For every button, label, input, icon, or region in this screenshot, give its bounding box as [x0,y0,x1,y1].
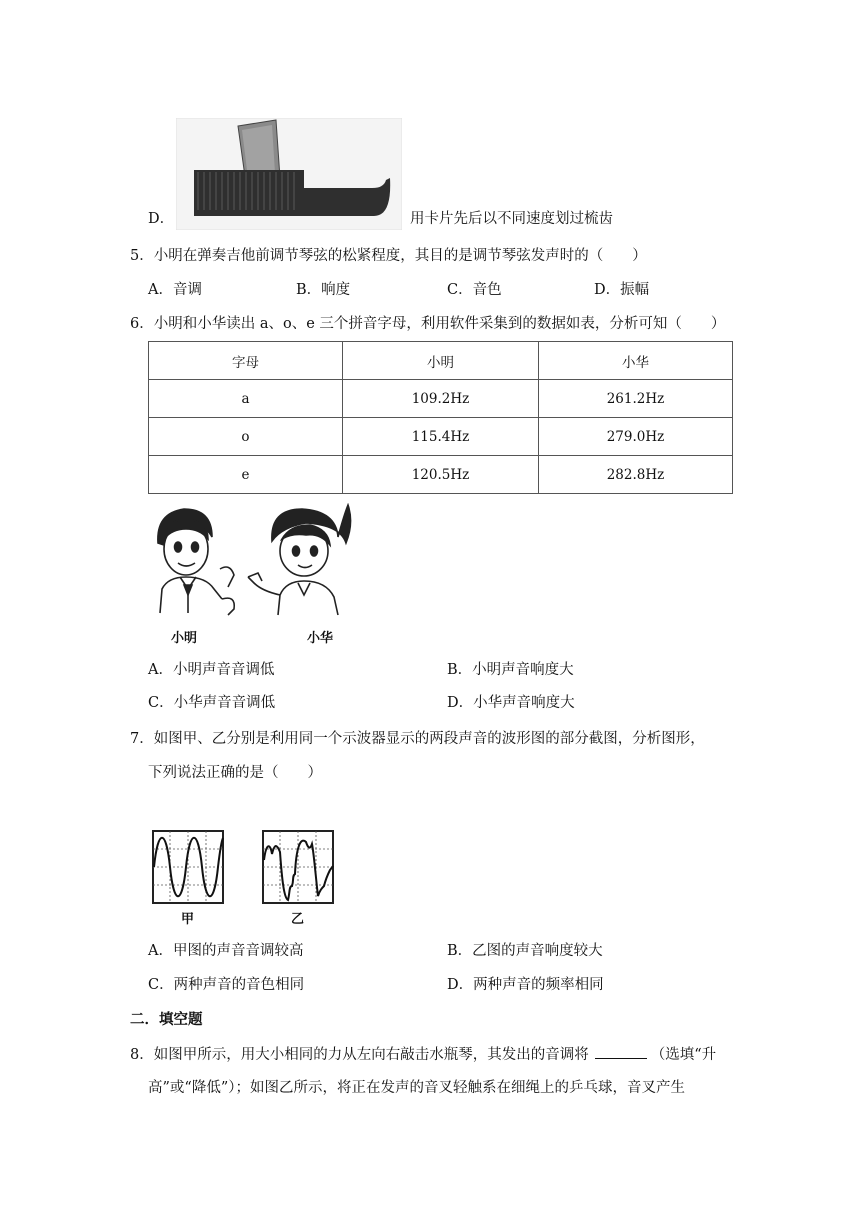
table-row [149,456,733,494]
label-xiaohua: 小华 [307,631,334,646]
q7-option-b: B．乙图的声音响度较大 [447,943,603,959]
q7-option-c: C．两种声音的音色相同 [148,977,305,993]
q6-option-a: A．小明声音音调低 [148,662,275,678]
q4-option-d-text: 用卡片先后以不同速度划过梳齿 [410,211,613,227]
table-cell: 109.2Hz [343,380,539,418]
comb-card-image [176,118,402,230]
table-cell: 120.5Hz [343,456,539,494]
q8-line1 [130,1044,716,1065]
q5-option-c: C．音色 [447,282,502,298]
q7-option-a: A．甲图的声音音调较高 [148,943,304,959]
table-cell: 261.2Hz [539,380,733,418]
q5-option-a: A．音调 [148,282,202,298]
table-header: 字母 [149,342,343,380]
label-jia: 甲 [181,912,195,927]
frequency-table [148,341,733,494]
table-cell: o [149,418,343,456]
table-cell: 115.4Hz [343,418,539,456]
children-illustration [150,503,355,625]
label-yi: 乙 [291,912,305,927]
q5-option-b: B．响度 [296,282,351,298]
q8-line1-before: 8．如图甲所示，用大小相同的力从左向右敲击水瓶琴，其发出的音调将 [130,1047,589,1063]
table-cell: 282.8Hz [539,456,733,494]
q7-stem-line1: 7．如图甲、乙分别是利用同一个示波器显示的两段声音的波形图的部分截图，分析图形， [130,731,705,747]
q5-option-d: D．振幅 [594,282,650,298]
q8-answer-blank[interactable] [595,1044,647,1059]
q7-stem-line2: 下列说法正确的是（ ） [148,765,322,781]
q6-option-c: C．小华声音音调低 [148,695,276,711]
q8-line1-after: （选填“升 [650,1047,717,1063]
q7-option-d: D．两种声音的频率相同 [447,977,604,993]
table-cell: 279.0Hz [539,418,733,456]
q5-stem: 5．小明在弹奏吉他前调节琴弦的松紧程度，其目的是调节琴弦发声时的（ ） [130,248,647,264]
q6-option-d: D．小华声音响度大 [447,695,575,711]
q6-option-b: B．小明声音响度大 [447,662,574,678]
table-header: 小明 [343,342,539,380]
table-header: 小华 [539,342,733,380]
section-title-fill-blank: 二．填空题 [130,1011,203,1028]
label-xiaoming: 小明 [171,631,198,646]
table-row [149,418,733,456]
table-cell: e [149,456,343,494]
q4-option-d-letter: D． [148,211,175,227]
q6-stem: 6．小明和小华读出 a、o、e 三个拼音字母，利用软件采集到的数据如表，分析可知（ ） [130,316,726,332]
table-row [149,380,733,418]
q8-line2: 高”或“降低”）；如图乙所示，将正在发声的音叉轻触系在细绳上的乒乓球，音叉产生 [148,1080,685,1096]
table-cell: a [149,380,343,418]
waveform-jia [152,830,224,904]
waveform-yi [262,830,334,904]
table-header-row [149,342,733,380]
